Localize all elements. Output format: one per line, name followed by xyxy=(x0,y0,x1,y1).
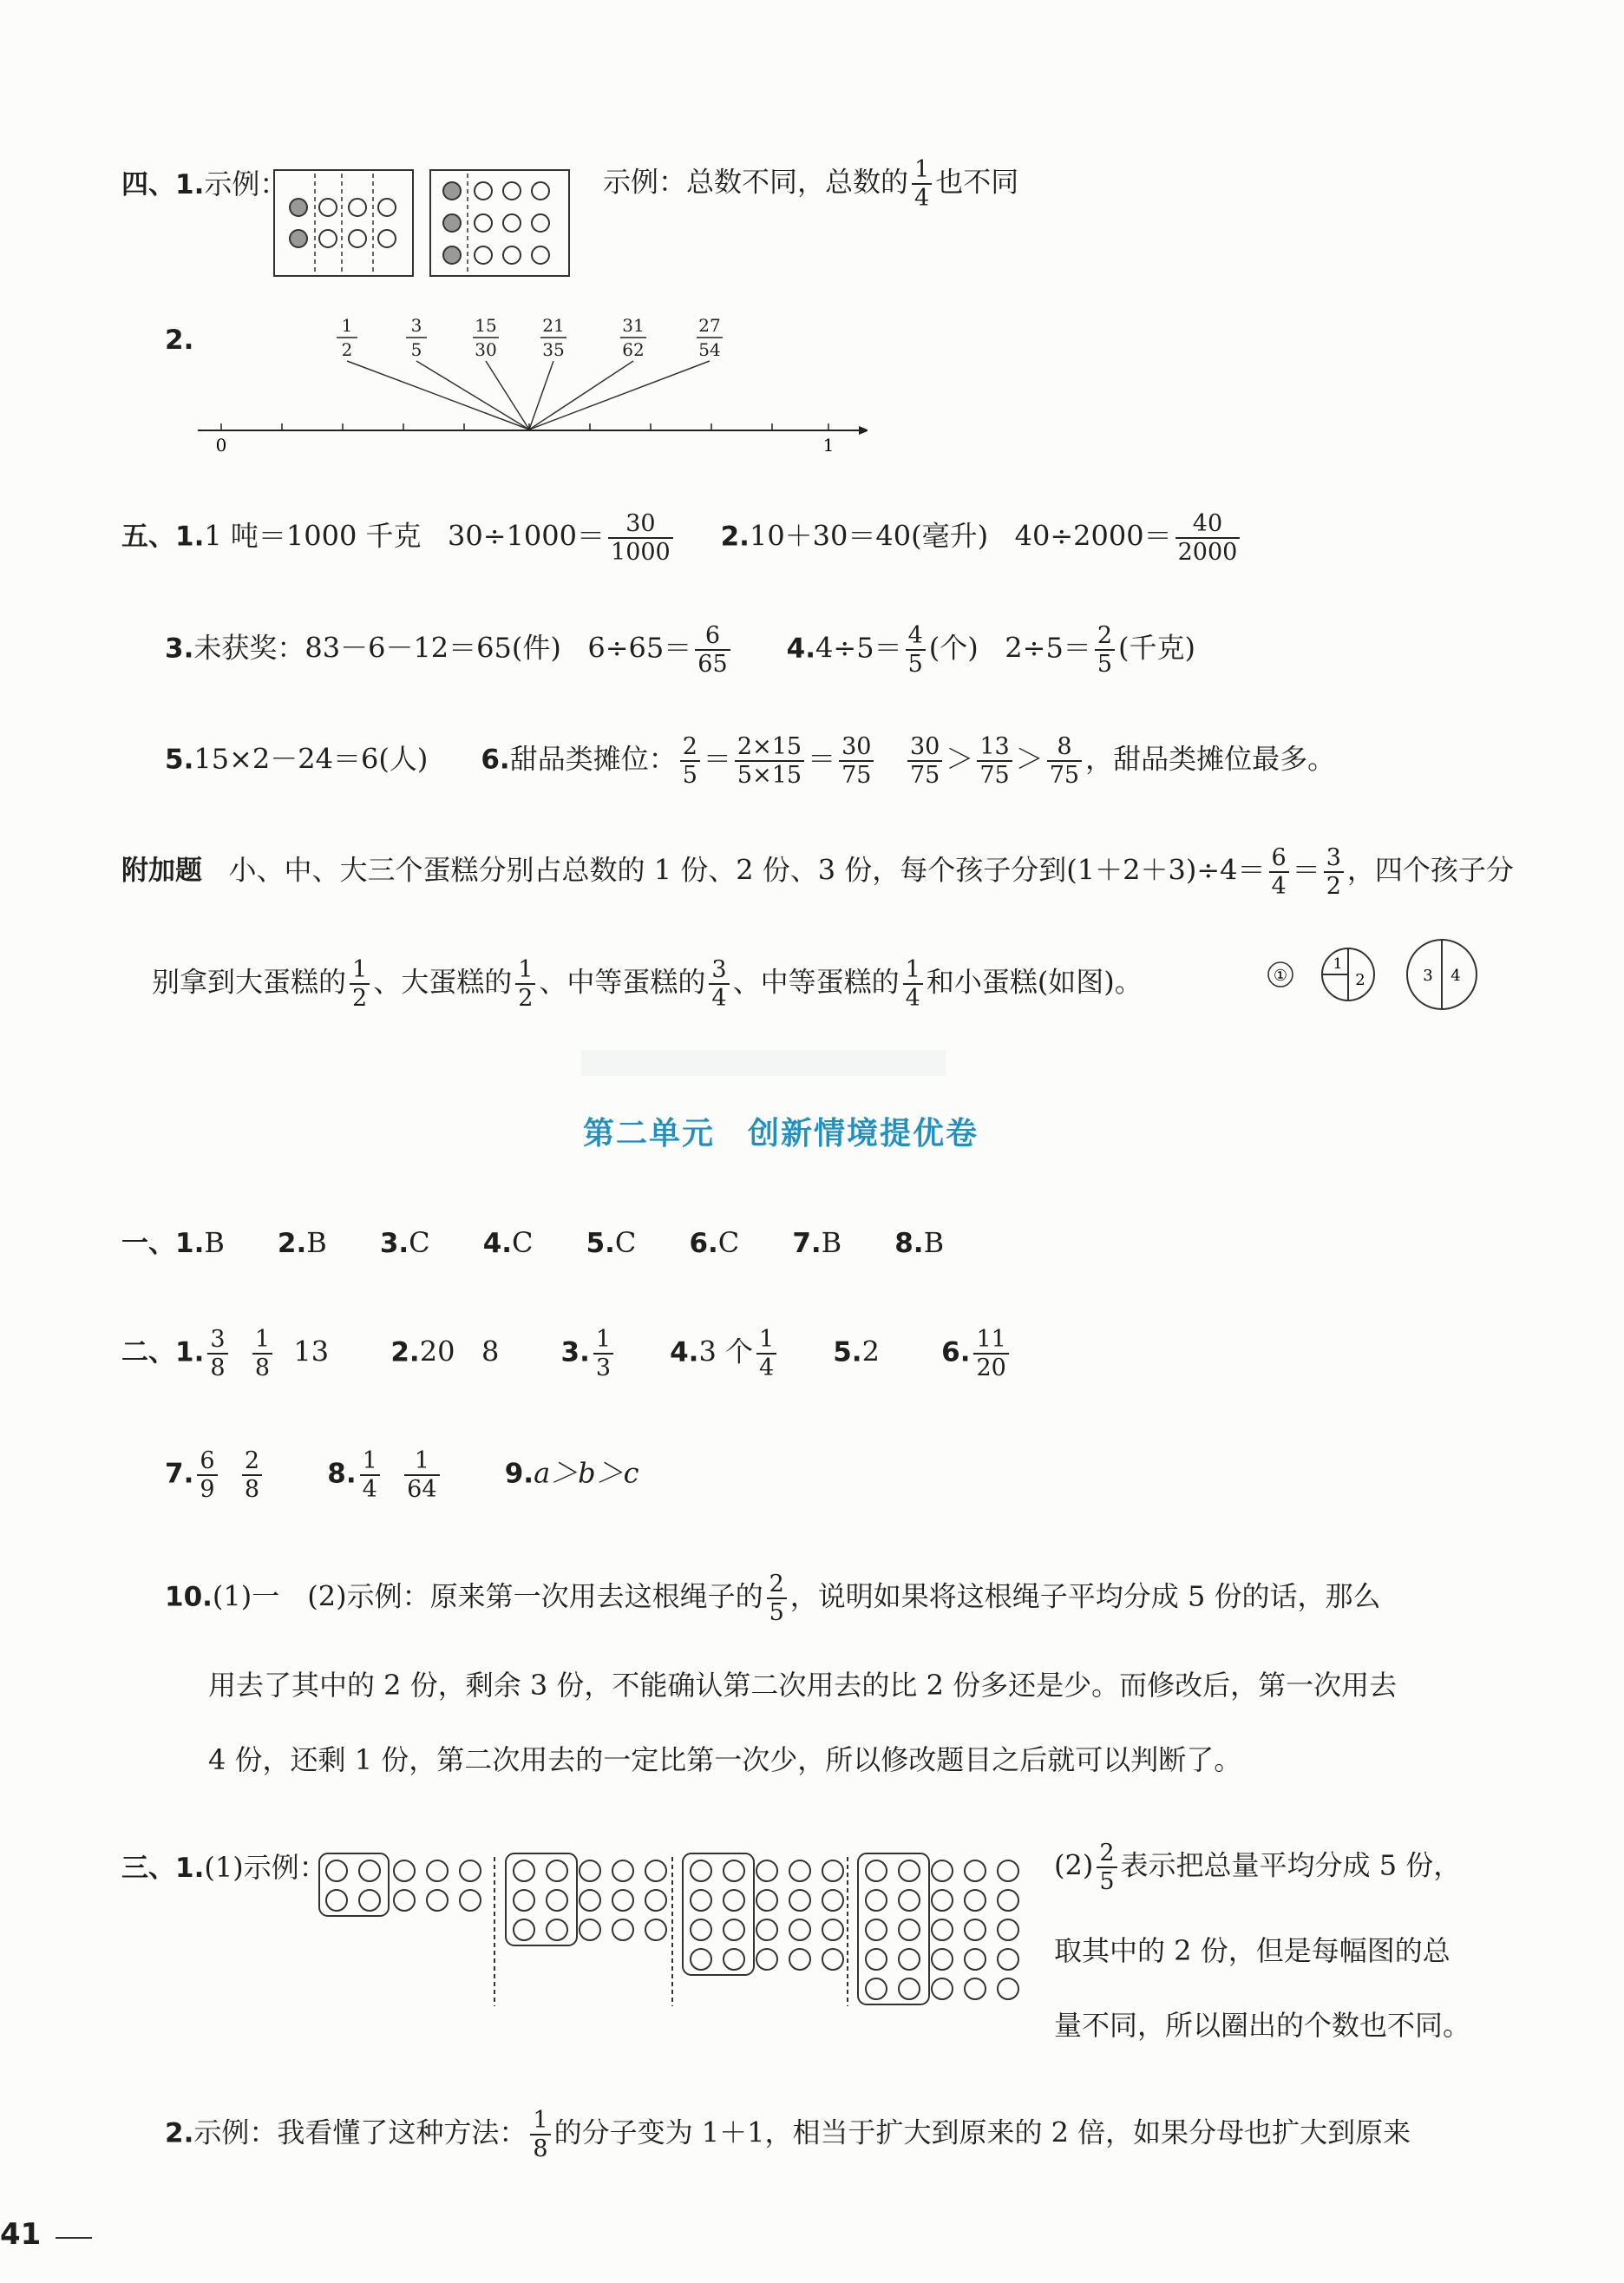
s3-q1-r2: 取其中的 2 份，但是每幅图的总 xyxy=(1054,1934,1450,1967)
fraction: $\frac{1}{4}$ xyxy=(360,1447,380,1503)
fraction: $\frac{4}{5}$ xyxy=(906,622,926,678)
q-label: 2. xyxy=(165,325,194,356)
s3-q1-r3: 量不同，所以圈出的个数也不同。 xyxy=(1054,2009,1471,2042)
fraction: $\frac{13}{75}$ xyxy=(977,733,1012,789)
fraction: $\frac{11}{20}$ xyxy=(973,1326,1008,1381)
nl-frac-num: 3 xyxy=(410,315,422,336)
fraction: $\frac{2}{5}$ xyxy=(1095,622,1115,678)
nl-frac-den: 35 xyxy=(542,339,565,360)
q5-3: 3.未获奖：83－6－12＝65(件) 6÷65＝ $\frac{6}{65}$ 4.4÷5＝ $\frac{4}{5}$ (个) 2÷5＝ $\frac{2}{5}$ (千克) xyxy=(165,622,1195,678)
fraction: $\frac{3}{2}$ xyxy=(1324,844,1344,900)
number-line xyxy=(191,312,868,460)
fraction: $\frac{2}{5}$ xyxy=(1097,1840,1116,1895)
nl-frac-num: 1 xyxy=(341,315,353,336)
nl-frac-den: 54 xyxy=(698,339,721,360)
fraction: $\frac{30}{1000}$ xyxy=(608,510,673,566)
nl-frac-num: 27 xyxy=(698,315,721,336)
watermark-smudge xyxy=(581,1050,946,1076)
fraction: $\frac{30}{75}$ xyxy=(907,733,942,789)
fraction: $\frac{1}{4}$ xyxy=(912,156,932,212)
fraction: $\frac{1}{8}$ xyxy=(252,1326,272,1381)
s3-q2: 2.示例：我看懂了这种方法： $\frac{1}{8}$ 的分子变为 1＋1，相当于扩大到原来的 2 倍，如果分母也扩大到原来 xyxy=(165,2107,1411,2162)
s2-row2: 7. $\frac{6}{9}$ $\frac{2}{8}$ 8. $\frac{1}{4}$ $\frac{1}{64}$ 9.a＞b＞c xyxy=(165,1447,639,1503)
fraction: $\frac{2}{8}$ xyxy=(242,1447,262,1503)
nl-frac-den: 30 xyxy=(475,339,497,360)
s2-q10-line3: 4 份，还剩 1 份，第二次用去的一定比第一次少，所以修改题目之后就可以判断了。 xyxy=(208,1743,1242,1776)
circle-grid-figures xyxy=(317,1848,1019,2010)
fraction: $\frac{1}{2}$ xyxy=(515,956,535,1012)
nl-start-label: 0 xyxy=(215,435,227,456)
fraction: $\frac{6}{4}$ xyxy=(1269,844,1289,900)
s1-answers: 一、1.B 2.B 3.C 4.C 5.C 6.C 7.B 8.B xyxy=(121,1226,945,1259)
fraction: $\frac{6}{9}$ xyxy=(197,1447,217,1503)
nl-frac-den: 62 xyxy=(622,339,645,360)
cake-circles xyxy=(1258,937,1483,1015)
fraction: $\frac{1}{64}$ xyxy=(404,1447,439,1503)
fraction: $\frac{2\times 15}{5\times 15}$ xyxy=(735,733,804,789)
fraction: $\frac{40}{2000}$ xyxy=(1175,510,1241,566)
nl-frac-num: 21 xyxy=(542,315,565,336)
q4-1-answer: 示例：总数不同，总数的 $\frac{1}{4}$ 也不同 xyxy=(603,156,1019,212)
q4-1: 四、1.示例： xyxy=(121,167,288,200)
fraction: $\frac{1}{2}$ xyxy=(350,956,370,1012)
q-label: 四、1. xyxy=(121,169,205,200)
page-number-rule xyxy=(56,2237,92,2239)
fraction: $\frac{1}{8}$ xyxy=(530,2107,550,2162)
fraction: $\frac{6}{65}$ xyxy=(695,622,730,678)
page-number: 41 xyxy=(0,2217,42,2252)
unit-title: 第二单元 创新情境提优卷 xyxy=(583,1116,979,1151)
q5-5: 5.15×2－24＝6(人) 6.甜品类摊位： $\frac{2}{5}$ ＝ $\frac{2\times 15}{5\times 15}$ ＝ $\frac{30}{75}$ $\frac{30}{75}$ ＞ $\frac{13}{75}$ ＞ $\frac{8}{75}$ ，甜品类摊位最多。 xyxy=(165,733,1336,789)
bonus-line-1: 附加题 小、中、大三个蛋糕分别占总数的 1 份、2 份、3 份，每个孩子分到(1＋2＋3)÷4＝ $\frac{6}{4}$ ＝ $\frac{3}{2}$ ，四个孩子分 xyxy=(121,844,1514,900)
fraction: $\frac{30}{75}$ xyxy=(839,733,874,789)
nl-frac-den: 5 xyxy=(410,339,422,360)
fraction: $\frac{1}{3}$ xyxy=(593,1326,613,1381)
fraction: $\frac{1}{4}$ xyxy=(756,1326,776,1381)
s2-q10-line2: 用去了其中的 2 份，剩余 3 份，不能确认第二次用去的比 2 份多还是少。而修改后，第一次用去 xyxy=(208,1669,1398,1702)
nl-end-label: 1 xyxy=(822,435,835,456)
q5-1: 五、1.1 吨＝1000 千克 30÷1000＝ $\frac{30}{1000}$ 2.10＋30＝40(毫升) 40÷2000＝ $\frac{40}{2000}$ xyxy=(121,510,1243,566)
fraction: $\frac{3}{4}$ xyxy=(709,956,729,1012)
cake-mid-label: 2 xyxy=(1355,971,1365,989)
fraction: $\frac{1}{4}$ xyxy=(903,956,923,1012)
s3-q1: 三、1.(1)示例： xyxy=(121,1851,327,1884)
fraction: $\frac{2}{5}$ xyxy=(680,733,700,789)
cake-mid-label: 1 xyxy=(1333,955,1343,973)
nl-frac-den: 2 xyxy=(341,339,353,360)
cake-large-label: 3 xyxy=(1423,967,1433,985)
cake-large-label: 4 xyxy=(1450,967,1461,985)
s2-row1: 二、1. $\frac{3}{8}$ $\frac{1}{8}$ 13 2.20 8 3. $\frac{1}{3}$ 4.3 个 $\frac{1}{4}$ 5.2 6. $\frac{11}{20}$ xyxy=(121,1326,1012,1381)
fraction: $\frac{8}{75}$ xyxy=(1047,733,1082,789)
nl-frac-num: 31 xyxy=(622,315,645,336)
fraction: $\frac{3}{8}$ xyxy=(207,1326,227,1381)
s3-q1-r1: (2) $\frac{2}{5}$ 表示把总量平均分成 5 份， xyxy=(1054,1840,1462,1895)
cake-small-label: ① xyxy=(1273,967,1288,985)
bonus-line-2: 别拿到大蛋糕的 $\frac{1}{2}$ 、大蛋糕的 $\frac{1}{2}$ 、中等蛋糕的 $\frac{3}{4}$ 、中等蛋糕的 $\frac{1}{4}$ 和小蛋糕(如图)。 xyxy=(152,956,1143,1012)
s2-q10-line1: 10.(1)一 (2)示例：原来第一次用去这根绳子的 $\frac{2}{5}$ ，说明如果将这根绳子平均分成 5 份的话，那么 xyxy=(165,1571,1381,1626)
nl-frac-num: 15 xyxy=(475,315,497,336)
dot-grid-figures xyxy=(272,167,576,281)
fraction: $\frac{2}{5}$ xyxy=(767,1571,787,1626)
